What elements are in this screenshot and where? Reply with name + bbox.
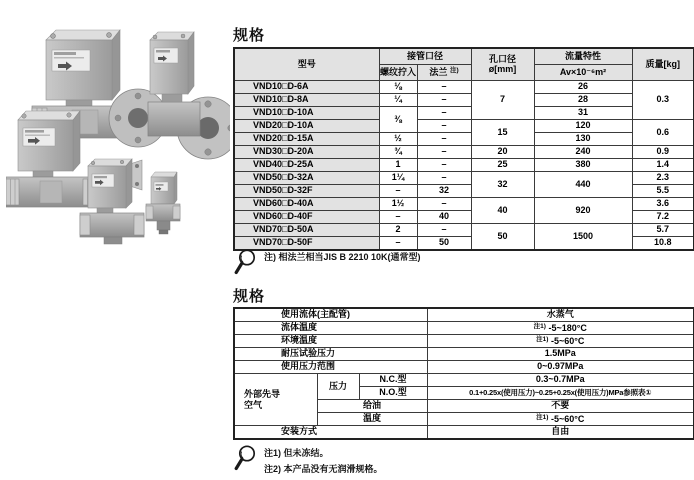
- spec-label-fluid-temp: 流体温度: [234, 322, 427, 335]
- table-row: [234, 335, 694, 348]
- thread-cell: 1: [379, 159, 417, 172]
- weight-cell: 0.6: [632, 120, 694, 146]
- valve-photo-small-bracket: [80, 159, 144, 244]
- note-ref-sup: 注1): [536, 413, 549, 421]
- table-row: [234, 94, 694, 107]
- spec-value-nc-pressure: 0.3~0.7MPa: [427, 374, 694, 387]
- flange-cell: –: [417, 81, 471, 94]
- orifice-cell: 32: [471, 172, 534, 198]
- spec-value-ambient-temp: [427, 335, 694, 348]
- flange-label: 法兰: [429, 67, 448, 78]
- note-ref-sup: 注1): [536, 335, 549, 343]
- section1-title: 规格: [233, 27, 266, 44]
- spec-label-pilot-temp: 温度: [317, 413, 427, 426]
- value-text: -5~60°C: [550, 413, 585, 424]
- model-cell: VND70□D-50A: [234, 224, 379, 237]
- table-row: [234, 322, 694, 335]
- model-cell: VND40□D-25A: [234, 159, 379, 172]
- weight-cell: 3.6: [632, 198, 694, 211]
- spec-label-proof-pressure: 耐压试验压力: [234, 348, 427, 361]
- model-cell: VND70□D-50F: [234, 237, 379, 251]
- table-row: [234, 308, 694, 322]
- col-header-flow-unit: Av×10⁻⁶m²: [534, 65, 632, 81]
- orifice-cell: 20: [471, 146, 534, 159]
- table-row: [234, 146, 694, 159]
- orifice-cell: 25: [471, 159, 534, 172]
- col-header-port-size: 接管口径: [379, 48, 471, 65]
- flow-cell: 130: [534, 133, 632, 146]
- flow-cell: 28: [534, 94, 632, 107]
- table-row: [234, 374, 694, 387]
- flange-cell: –: [417, 198, 471, 211]
- table-row: [234, 426, 694, 440]
- weight-cell: 1.4: [632, 159, 694, 172]
- weight-cell: 10.8: [632, 237, 694, 251]
- flange-note: [233, 248, 421, 275]
- table-row: [234, 107, 694, 120]
- value-text: -5~60°C: [550, 335, 585, 346]
- spec-table-conditions: [233, 307, 694, 440]
- orifice-cell: 50: [471, 224, 534, 251]
- thread-cell: 1½: [379, 198, 417, 211]
- weight-cell: 2.3: [632, 172, 694, 185]
- spec-value-fluid: 水蒸气: [427, 308, 694, 322]
- thread-cell: ⅛: [379, 81, 417, 94]
- flange-cell: 40: [417, 211, 471, 224]
- orifice-label-line1: 孔口径: [489, 53, 517, 64]
- spec-value-pilot-temp: [427, 413, 694, 426]
- note-ref-sup: 注1): [533, 322, 546, 330]
- flow-cell: 31: [534, 107, 632, 120]
- col-header-flange: [417, 65, 471, 81]
- model-cell: VND30□D-20A: [234, 146, 379, 159]
- spec-label-pilot-air: [234, 374, 317, 426]
- footnotes: [233, 444, 383, 476]
- thread-cell: 1¼: [379, 172, 417, 185]
- footnote-2: 注2) 本产品没有无润滑规格。: [264, 464, 383, 474]
- note-ref-sup: 注): [449, 67, 459, 75]
- model-cell: VND20□D-15A: [234, 133, 379, 146]
- flange-cell: –: [417, 133, 471, 146]
- flange-cell: –: [417, 172, 471, 185]
- model-cell: VND60□D-40F: [234, 211, 379, 224]
- flange-cell: –: [417, 224, 471, 237]
- flange-cell: –: [417, 120, 471, 133]
- magnifier-icon: [233, 248, 257, 275]
- flange-cell: –: [417, 146, 471, 159]
- spec-label-no-type: N.O.型: [359, 387, 427, 400]
- col-header-orifice: [471, 48, 534, 81]
- valve-photo-flanged: [109, 32, 230, 159]
- weight-cell: 7.2: [632, 211, 694, 224]
- model-cell: VND10□D-6A: [234, 81, 379, 94]
- spec-label-lubrication: 给油: [317, 400, 427, 413]
- flow-cell: 26: [534, 81, 632, 94]
- weight-cell: 5.7: [632, 224, 694, 237]
- spec-table-models: [233, 47, 694, 251]
- thread-cell: ½: [379, 133, 417, 146]
- col-header-flow: 流量特性: [534, 48, 632, 65]
- model-cell: VND50□D-32F: [234, 185, 379, 198]
- value-text: -5~180°C: [548, 322, 587, 333]
- weight-cell: 0.3: [632, 81, 694, 120]
- flow-cell: 120: [534, 120, 632, 133]
- spec-value-fluid-temp: [427, 322, 694, 335]
- model-cell: VND60□D-40A: [234, 198, 379, 211]
- spec-value-pressure-range: 0~0.97MPa: [427, 361, 694, 374]
- thread-cell: –: [379, 185, 417, 198]
- flow-cell: 1500: [534, 224, 632, 251]
- flange-cell: –: [417, 107, 471, 120]
- spec-label-fluid: 使用流体(主配管): [234, 308, 427, 322]
- table-row: [234, 159, 694, 172]
- weight-cell: 0.9: [632, 146, 694, 159]
- thread-cell: 2: [379, 224, 417, 237]
- table-row: [234, 224, 694, 237]
- spec-label-ambient-temp: 环境温度: [234, 335, 427, 348]
- thread-cell: ⅜: [379, 107, 417, 133]
- orifice-cell: 7: [471, 81, 534, 120]
- col-header-weight: 质量[kg]: [632, 48, 694, 81]
- spec-label-nc-type: N.C.型: [359, 374, 427, 387]
- table-row: [234, 361, 694, 374]
- flange-cell: 50: [417, 237, 471, 251]
- spec-label-pilot-pressure: 压力: [317, 374, 359, 400]
- table-row: [234, 81, 694, 94]
- pilot-label-line1: 外部先导: [244, 388, 281, 399]
- pilot-label-line2: 空气: [244, 399, 263, 410]
- table-row: [234, 198, 694, 211]
- table-header-row: [234, 48, 694, 65]
- footnote-1: 注1) 但未冻结。: [264, 448, 329, 458]
- spec-value-mounting: 自由: [427, 426, 694, 440]
- flow-cell: 380: [534, 159, 632, 172]
- table-row: [234, 172, 694, 185]
- thread-cell: –: [379, 211, 417, 224]
- flange-cell: 32: [417, 185, 471, 198]
- note-text: 注) 相法兰相当JIS B 2210 10K(通常型): [264, 252, 421, 262]
- spec-value-no-pressure: 0.1+0.25x(使用压力)~0.25+0.25x(使用压力)MPa参照表①: [427, 387, 694, 400]
- model-cell: VND20□D-10A: [234, 120, 379, 133]
- model-cell: VND10□D-8A: [234, 94, 379, 107]
- thread-cell: ¼: [379, 94, 417, 107]
- spec-label-pressure-range: 使用压力范围: [234, 361, 427, 374]
- col-header-thread: 螺纹拧入: [379, 65, 417, 81]
- spec-value-proof-pressure: 1.5MPa: [427, 348, 694, 361]
- flow-cell: 440: [534, 172, 632, 198]
- weight-cell: 5.5: [632, 185, 694, 198]
- valve-photo-mini: [146, 172, 180, 234]
- magnifier-icon: [233, 444, 257, 471]
- flange-cell: –: [417, 94, 471, 107]
- orifice-cell: 40: [471, 198, 534, 224]
- valve-product-photos: [6, 22, 230, 262]
- orifice-label-line2: ø[mm]: [488, 63, 517, 74]
- thread-cell: –: [379, 237, 417, 251]
- thread-cell: ¾: [379, 146, 417, 159]
- model-cell: VND50□D-32A: [234, 172, 379, 185]
- section2-title: 规格: [233, 288, 266, 305]
- flow-cell: 920: [534, 198, 632, 224]
- spec-value-lubrication: 不要: [427, 400, 694, 413]
- table-row: [234, 120, 694, 133]
- table-row: [234, 133, 694, 146]
- flange-cell: –: [417, 159, 471, 172]
- orifice-cell: 15: [471, 120, 534, 146]
- col-header-model: 型号: [234, 48, 379, 81]
- model-cell: VND10□D-10A: [234, 107, 379, 120]
- spec-label-mounting: 安装方式: [234, 426, 427, 440]
- flow-cell: 240: [534, 146, 632, 159]
- table-row: [234, 348, 694, 361]
